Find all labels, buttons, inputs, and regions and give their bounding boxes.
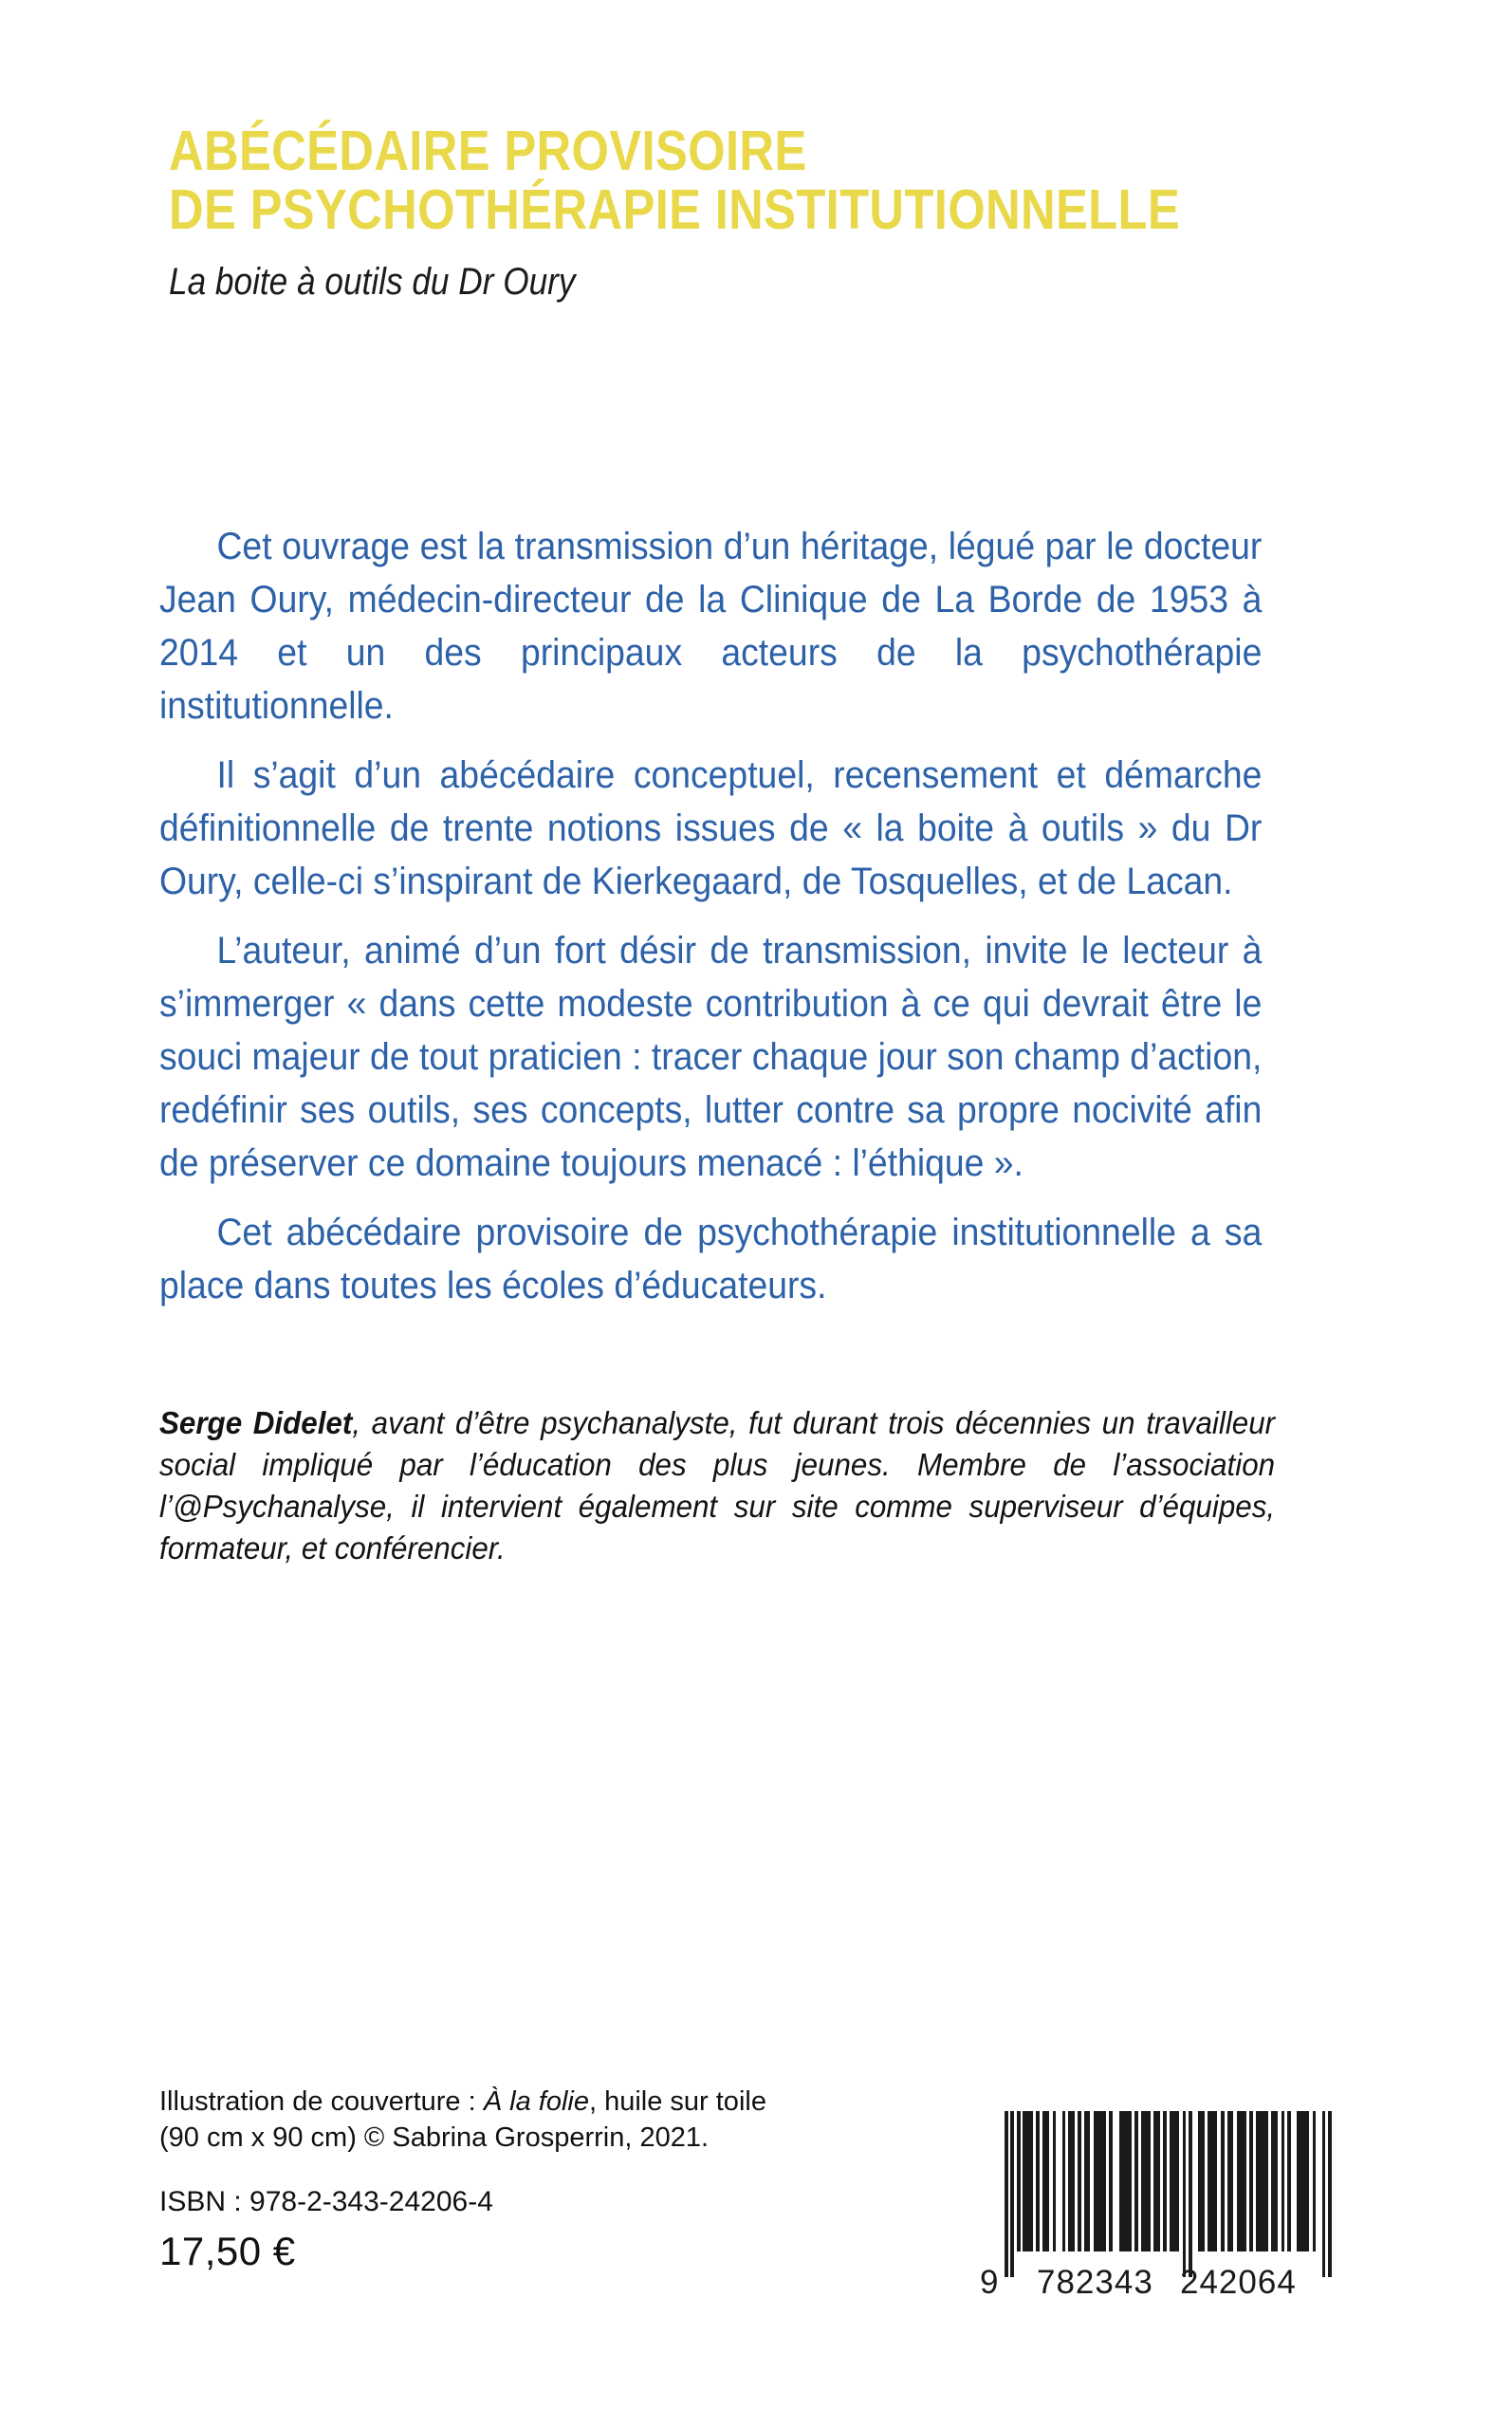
credit-prefix: Illustration de couverture : [159,2086,484,2117]
blurb-paragraph: Cet ouvrage est la transmission d’un héritage, légué par le docteur Jean Oury, médecin-directeur de la Clinique de La Borde de 1953 à 2014 et un des principaux acteurs de la psychothérapie institutionnelle. [159,526,1263,727]
barcode-bar [1322,2111,1326,2277]
barcode-bar [1005,2111,1008,2277]
blurb-paragraph: Cet abécédaire provisoire de psychothérapie institutionnelle a sa place dans toutes les écoles d’éducateurs. [159,1212,1263,1306]
ean13-barcode [980,2111,1332,2339]
barcode-bar [1134,2111,1138,2251]
blurb-text [159,520,1262,1312]
author-bio [159,1402,1275,1569]
barcode-bar [1297,2111,1309,2251]
barcode-bar [1109,2111,1113,2251]
price-text: 17,50 € [159,2229,296,2273]
book-title-line-1: ABÉCÉDAIRE PROVISOIRE [169,120,807,182]
cover-illustration-credit-line2: (90 cm x 90 cm) © Sabrina Grosperrin, 2021. [159,2122,710,2153]
barcode-bar [1198,2111,1204,2251]
barcode-bar [1256,2111,1268,2251]
barcode-bar [1221,2111,1225,2251]
barcode-bar [1249,2111,1253,2251]
barcode-bars [1005,2111,1332,2277]
isbn-text: ISBN : 978-2-343-24206-4 [159,2186,493,2217]
barcode-bar [1084,2111,1090,2251]
barcode-digits [980,2264,1332,2323]
barcode-bar [1023,2111,1032,2251]
barcode-bar [1328,2111,1332,2277]
blurb-paragraph: L’auteur, animé d’un fort désir de transmission, invite le lecteur à s’immerger « dans cette modeste contribution à ce qui devrait être le souci majeur de tout praticien : tracer chaque jour son champ d’action, redéfinir ses outils, ses concepts, lutter contre sa propre nocivité afin de préserver ce domaine toujours menacé : l’éthique ». [159,930,1263,1184]
barcode-bar [1068,2111,1074,2251]
barcode-bar [1062,2111,1066,2251]
barcode-bar [1271,2111,1277,2251]
barcode-bar [1227,2111,1233,2251]
barcode-bar [1119,2111,1132,2251]
barcode-bar [1163,2111,1167,2251]
barcode-bar [1282,2111,1285,2251]
book-title-line-2: DE PSYCHOTHÉRAPIE INSTITUTIONNELLE [169,178,1181,241]
barcode-bar [1036,2111,1040,2251]
author-name: Serge Didelet [159,1405,353,1440]
barcode-bar [1153,2111,1159,2251]
barcode-bar [1094,2111,1106,2251]
barcode-bar [1078,2111,1081,2251]
barcode-digit-left: 9 [980,2264,1000,2301]
barcode-bar [1141,2111,1151,2251]
barcode-bar [1042,2111,1048,2251]
barcode-bar [1287,2111,1291,2251]
credit-suffix: , huile sur toile [588,2086,766,2117]
barcode-bar [1237,2111,1246,2251]
cover-illustration-credit [159,2084,937,2120]
barcode-digits-right: 242064 [1180,2264,1297,2301]
title-block [169,121,1364,304]
barcode-bar [1170,2111,1179,2251]
author-bio-text: , avant d’être psychanalyste, fut durant trois décennies un travailleur social impliqué par l’éducation des plus jeunes. Membre de l’association l’@Psychanalyse, il intervient également sur site comme superviseur d’équipes, formateur, et conférencier. [159,1405,1276,1566]
book-subtitle: La boite à outils du Dr Oury [169,261,576,303]
barcode-bar [1313,2111,1317,2251]
barcode-digits-mid: 782343 [1037,2264,1153,2301]
barcode-bar [1010,2111,1014,2277]
barcode-bar [1017,2111,1021,2251]
barcode-bar [1208,2111,1217,2251]
artwork-title: À la folie [483,2086,589,2117]
blurb-paragraph: Il s’agit d’un abécédaire conceptuel, recensement et démarche définitionnelle de trente notions issues de « la boite à outils » du Dr Oury, celle-ci s’inspirant de Kierkegaard, de Tosquelles, et de Lacan. [159,754,1263,902]
barcode-bar [1053,2111,1057,2251]
barcode-bar [1183,2111,1187,2277]
footer-block [159,2084,937,2273]
barcode-bar [1189,2111,1192,2277]
